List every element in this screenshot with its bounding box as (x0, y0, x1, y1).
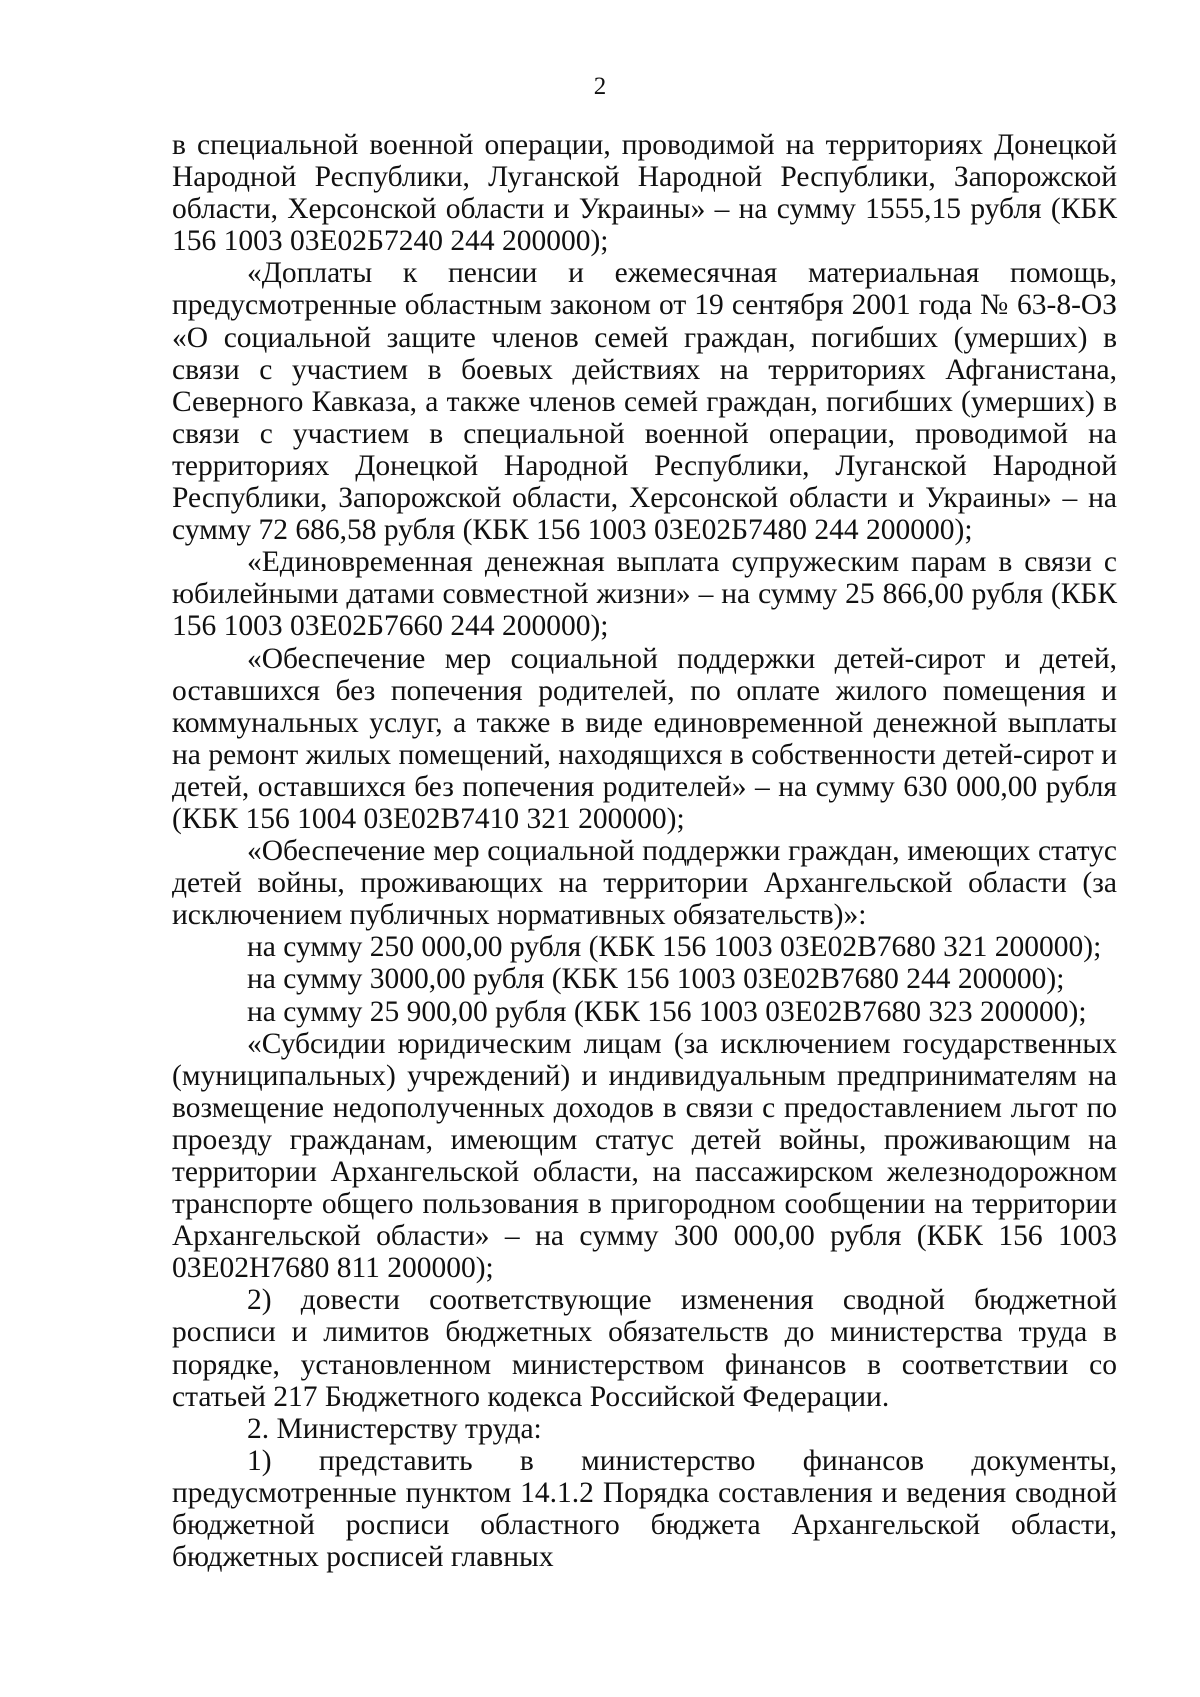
paragraph-orphans-support: «Обеспечение мер социальной поддержки детей-сирот и детей, оставшихся без попечения родителей, по оплате жилого помещения и коммунальных услуг, а также в виде единовременной денежной выплаты на ремонт жилых помещений, находящихся в собственности детей-сирот и детей, оставшихся без попечения родителей» – на сумму 630 000,00 рубля (КБК 156 1004 03Е02В7410 321 200000); (172, 642, 1117, 835)
paragraph-amount-1: на сумму 250 000,00 рубля (КБК 156 1003 03Е02В7680 321 200000); (247, 931, 1102, 964)
document-body (172, 129, 1117, 1573)
paragraph-anniversary-payment: «Единовременная денежная выплата супружеским парам в связи с юбилейными датами совместной жизни» – на сумму 25 866,00 рубля (КБК 156 1003 03Е02Б7660 244 200000); (172, 546, 1117, 643)
paragraph-amount-3: на сумму 25 900,00 рубля (КБК 156 1003 03Е02В7680 323 200000); (247, 995, 1087, 1028)
paragraph-pension-supplements: «Доплаты к пенсии и ежемесячная материальная помощь, предусмотренные областным законом от 19 сентября 2001 года № 63-8-ОЗ «О социальной защите членов семей граждан, погибших (умерших) в связи с участием в боевых действиях на территориях Афганистана, Северного Кавказа, а также членов семей граждан, погибших (умерших) в связи с участием в специальной военной операции, проводимой на территориях Донецкой Народной Республики, Луганской Народной Республики, Запорожской области, Херсонской области и Украины» – на сумму 72 686,58 рубля (КБК 156 1003 03Е02Б7480 244 200000); (172, 257, 1117, 547)
paragraph-submit-documents: 1) представить в министерство финансов документы, предусмотренные пунктом 14.1.2 Порядка составления и ведения сводной бюджетной росписи областного бюджета Архангельской области, бюджетных росписей главных (172, 1444, 1117, 1574)
paragraph-subsidies: «Субсидии юридическим лицам (за исключением государственных (муниципальных) учреждений) и индивидуальным предпринимателям на возмещение недополученных доходов в связи с предоставлением льгот по проезду гражданам, имеющим статус детей войны, проживающим на территории Архангельской области, на пассажирском железнодорожном транспорте общего пользования в пригородном сообщении на территории Архангельской области» – на сумму 300 000,00 рубля (КБК 156 1003 03Е02Н7680 811 200000); (172, 1027, 1117, 1285)
paragraph-amount-2: на сумму 3000,00 рубля (КБК 156 1003 03Е02В7680 244 200000); (247, 963, 1065, 996)
paragraph-budget-changes: 2) довести соответствующие изменения сводной бюджетной росписи и лимитов бюджетных обязательств до министерства труда в порядке, установленном министерством финансов в соответствии со статьей 217 Бюджетного кодекса Российской Федерации. (172, 1284, 1117, 1413)
paragraph-continuation: в специальной военной операции, проводимой на территориях Донецкой Народной Республики, Луганской Народной Республики, Запорожской области, Херсонской области и Украины» – на сумму 1555,15 рубля (КБК 156 1003 03Е02Б7240 244 200000); (172, 129, 1117, 258)
page-number: 2 (593, 73, 607, 100)
paragraph-ministry-heading: 2. Министерству труда: (247, 1412, 542, 1445)
paragraph-war-children-support: «Обеспечение мер социальной поддержки граждан, имеющих статус детей войны, проживающих на территории Архангельской области (за исключением публичных нормативных обязательств)»: (172, 835, 1117, 932)
